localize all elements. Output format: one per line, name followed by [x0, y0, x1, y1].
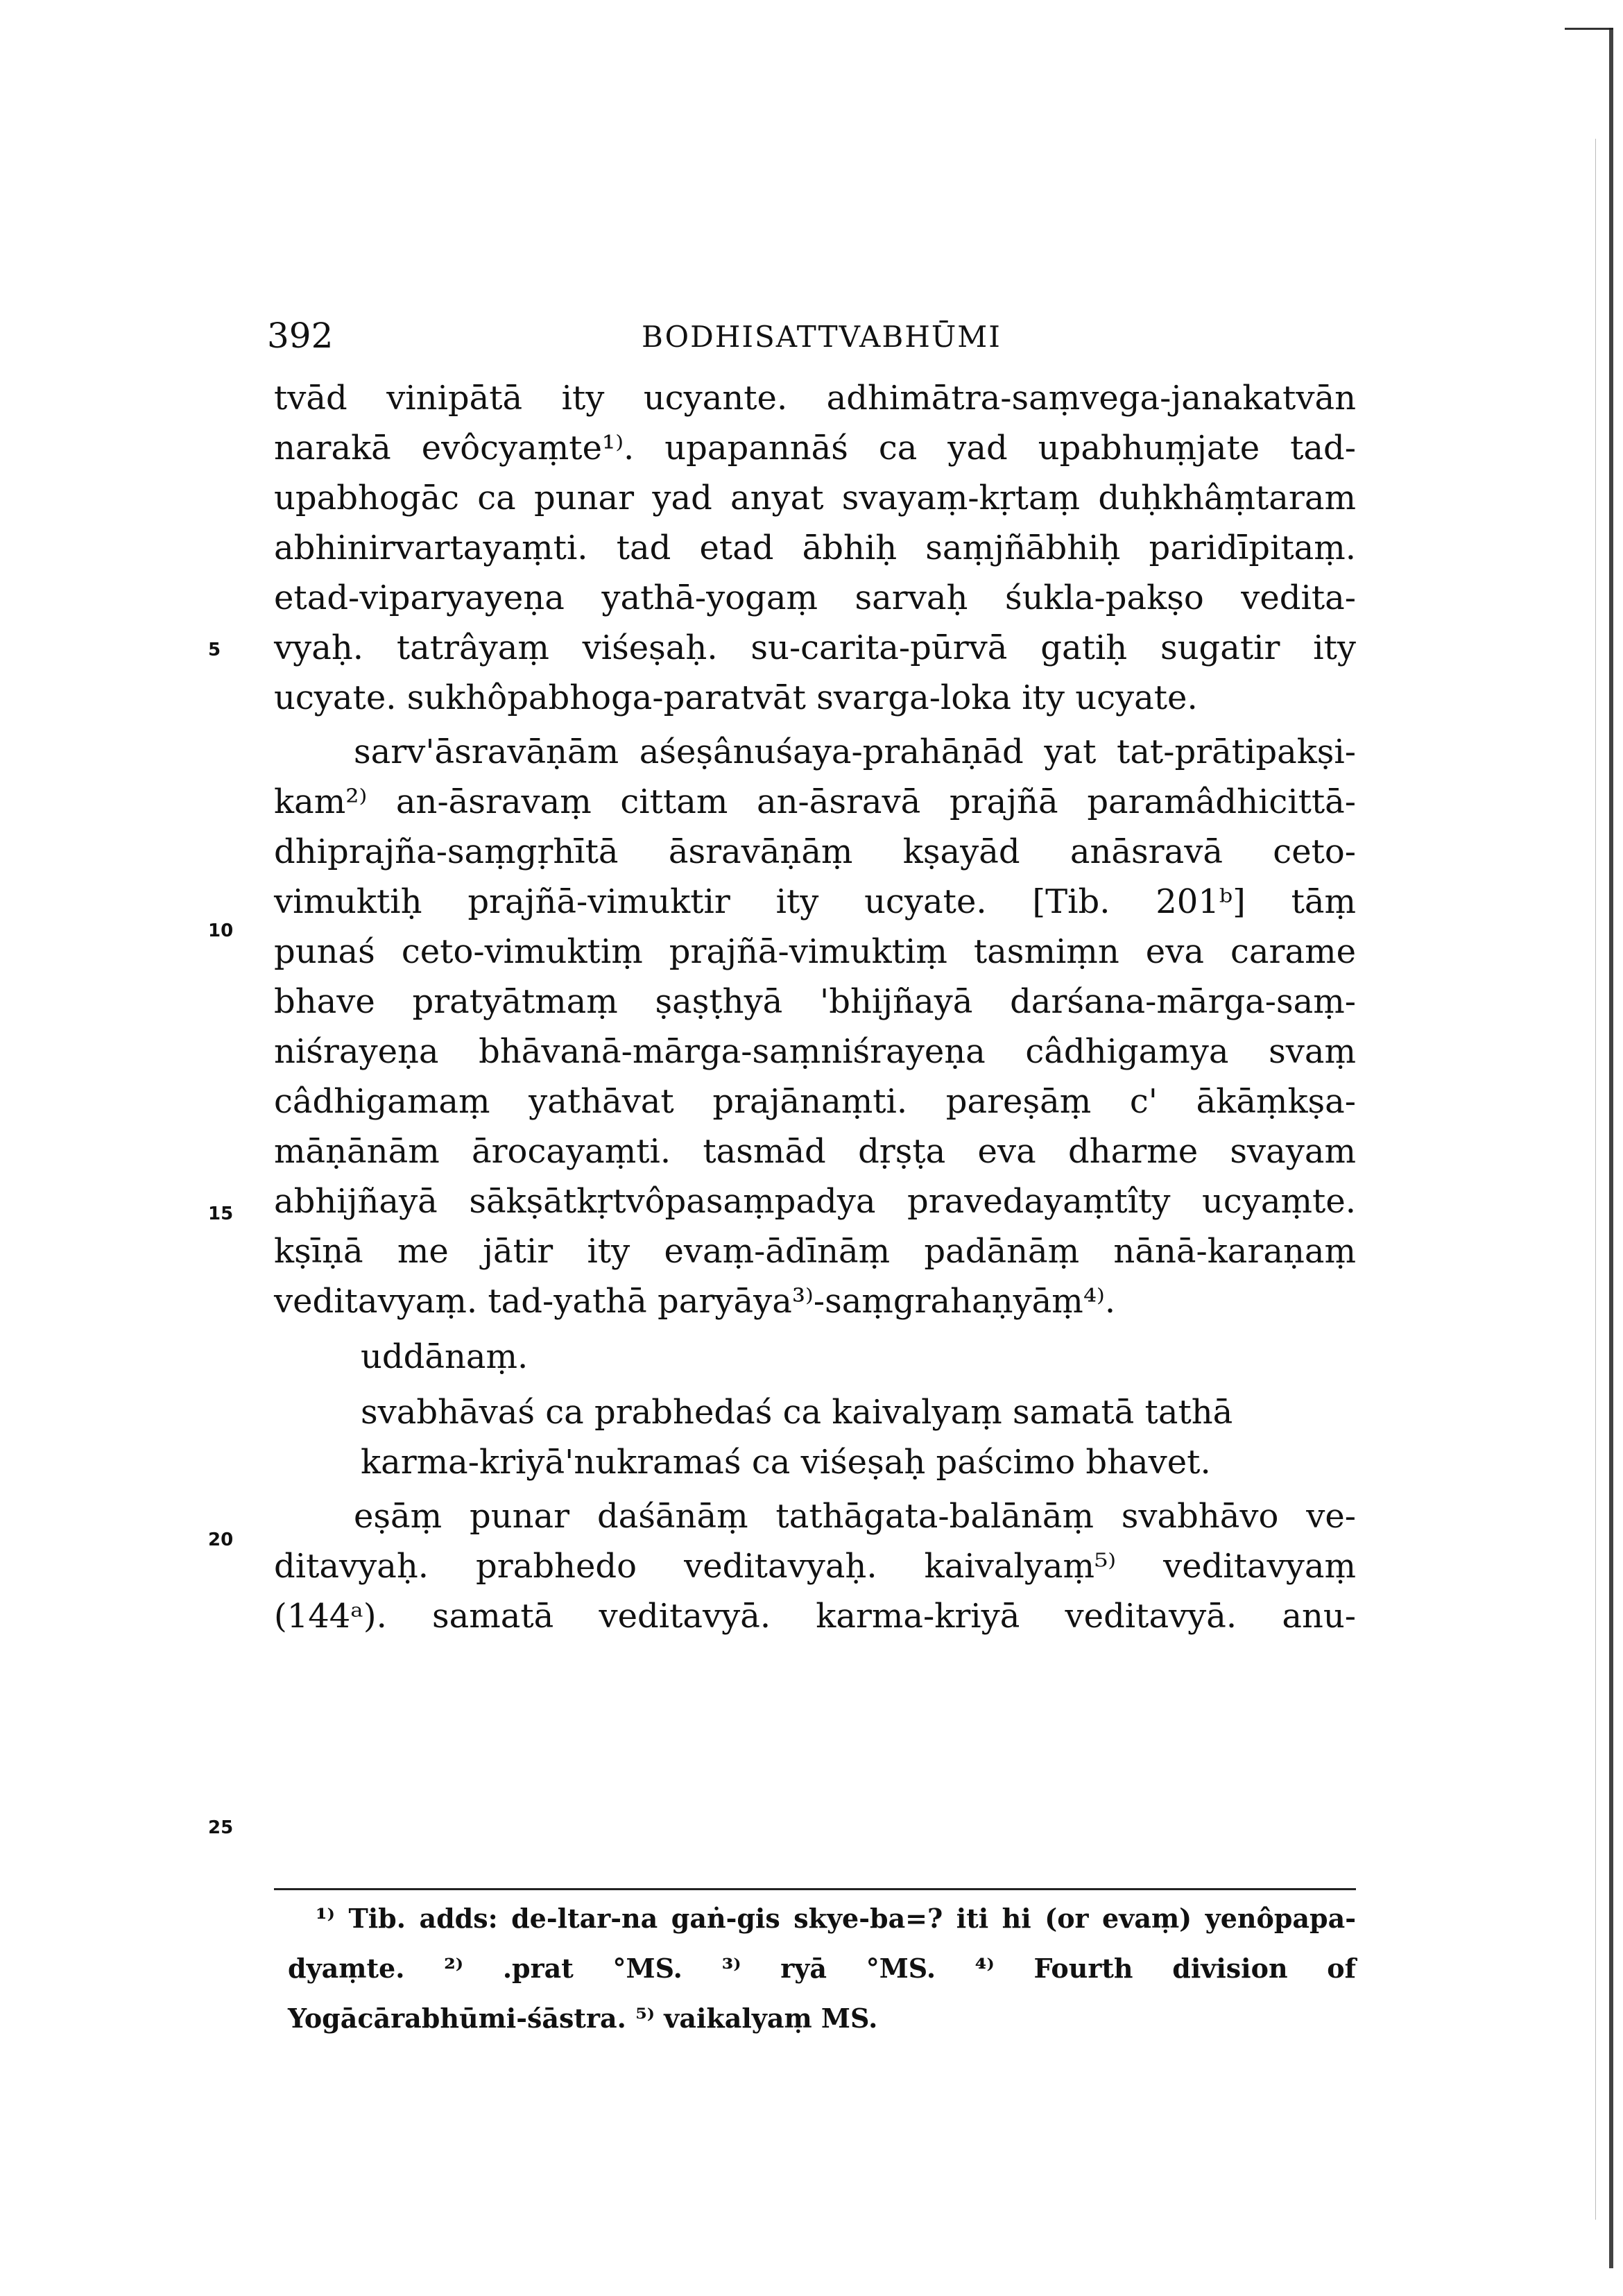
line-number: 20 — [208, 1530, 234, 1550]
text-line: etad-viparyayeṇa yathā-yogaṃ sarvaḥ śukla-pakṣo vedita- — [274, 579, 1356, 617]
text-line: ucyate. sukhôpabhoga-paratvāt svarga-loka ity ucyate. — [274, 678, 1198, 717]
text-line: abhinirvartayaṃti. tad etad ābhiḥ saṃjñābhiḥ paridīpitaṃ. — [274, 529, 1356, 567]
text-line: upabhogāc ca punar yad anyat svayaṃ-kṛtaṃ duḥkhâṃtaram — [274, 479, 1356, 517]
text-line: narakā evôcyaṃte¹⁾. upapannāś ca yad upabhuṃjate tad- — [274, 429, 1356, 468]
line-number: 15 — [208, 1203, 234, 1224]
running-title: BODHISATTVABHŪMI — [642, 320, 1002, 354]
footnote-line: ¹⁾ Tib. adds: de-ltar-na gaṅ-gis skye-ba=? iti hi (or evaṃ) yenôpapa- — [316, 1903, 1356, 1934]
text-line: tvād vinipātā ity ucyante. adhimātra-saṃvega-janakatvān — [274, 379, 1356, 418]
page-header — [267, 316, 1363, 364]
text-line: vimuktiḥ prajñā-vimuktir ity ucyate. [Tib. 201ᵇ] tāṃ — [274, 882, 1356, 921]
line-number: 5 — [208, 640, 221, 660]
page-edge-top — [1565, 28, 1613, 30]
verse-line: karma-kriyā'nukramaś ca viśeṣaḥ paścimo bhavet. — [361, 1443, 1211, 1482]
line-number: 25 — [208, 1817, 234, 1838]
verse-line: svabhāvaś ca prabhedaś ca kaivalyaṃ samatā tathā — [361, 1393, 1233, 1432]
page-edge-right — [1609, 28, 1613, 2268]
footnote-rule — [274, 1888, 1356, 1890]
line-number: 10 — [208, 920, 234, 941]
text-line: abhijñayā sākṣātkṛtvôpasaṃpadya pravedayaṃtîty ucyaṃte. — [274, 1182, 1356, 1221]
text-line: sarv'āsravāṇām aśeṣânuśaya-prahāṇād yat tat-prātipakṣi- — [354, 733, 1356, 771]
text-line: bhave pratyātmaṃ ṣaṣṭhyā 'bhijñayā darśana-mārga-saṃ- — [274, 982, 1356, 1021]
text-line: (144ᵃ). samatā veditavyā. karma-kriyā veditavyā. anu- — [274, 1597, 1356, 1636]
text-line: punaś ceto-vimuktiṃ prajñā-vimuktiṃ tasmiṃn eva carame — [274, 932, 1356, 971]
text-line: kam²⁾ an-āsravaṃ cittam an-āsravā prajñā paramâdhicittā- — [274, 782, 1356, 821]
text-line: eṣāṃ punar daśānāṃ tathāgata-balānāṃ svabhāvo ve- — [354, 1497, 1356, 1536]
verse-heading: uddānaṃ. — [361, 1337, 529, 1376]
text-line: ditavyaḥ. prabhedo veditavyaḥ. kaivalyaṃ⁵⁾ veditavyaṃ — [274, 1547, 1356, 1586]
page-number: 392 — [267, 316, 334, 356]
text-line: dhiprajña-saṃgṛhītā āsravāṇāṃ kṣayād anāsravā ceto- — [274, 832, 1356, 871]
text-line: niśrayeṇa bhāvanā-mārga-saṃniśrayeṇa câdhigamya svaṃ — [274, 1032, 1356, 1071]
text-line: vyaḥ. tatrâyaṃ viśeṣaḥ. su-carita-pūrvā gatiḥ sugatir ity — [274, 628, 1356, 667]
footnote-line: Yogācārabhūmi-śāstra. ⁵⁾ vaikalyaṃ MS. — [288, 2003, 878, 2034]
text-line: veditavyaṃ. tad-yathā paryāya³⁾-saṃgrahaṇyāṃ⁴⁾. — [274, 1282, 1116, 1321]
footnote-line: dyaṃte. ²⁾ .prat °MS. ³⁾ ryā °MS. ⁴⁾ Fourth division of — [288, 1953, 1356, 1984]
text-line: câdhigamaṃ yathāvat prajānaṃti. pareṣāṃ c' ākāṃkṣa- — [274, 1082, 1356, 1121]
text-line: māṇānām ārocayaṃti. tasmād dṛṣṭa eva dharme svayam — [274, 1132, 1356, 1171]
text-line: kṣīṇā me jātir ity evaṃ-ādīnāṃ padānāṃ nānā-karaṇaṃ — [274, 1232, 1356, 1271]
scan-fold-line — [1595, 139, 1596, 2220]
